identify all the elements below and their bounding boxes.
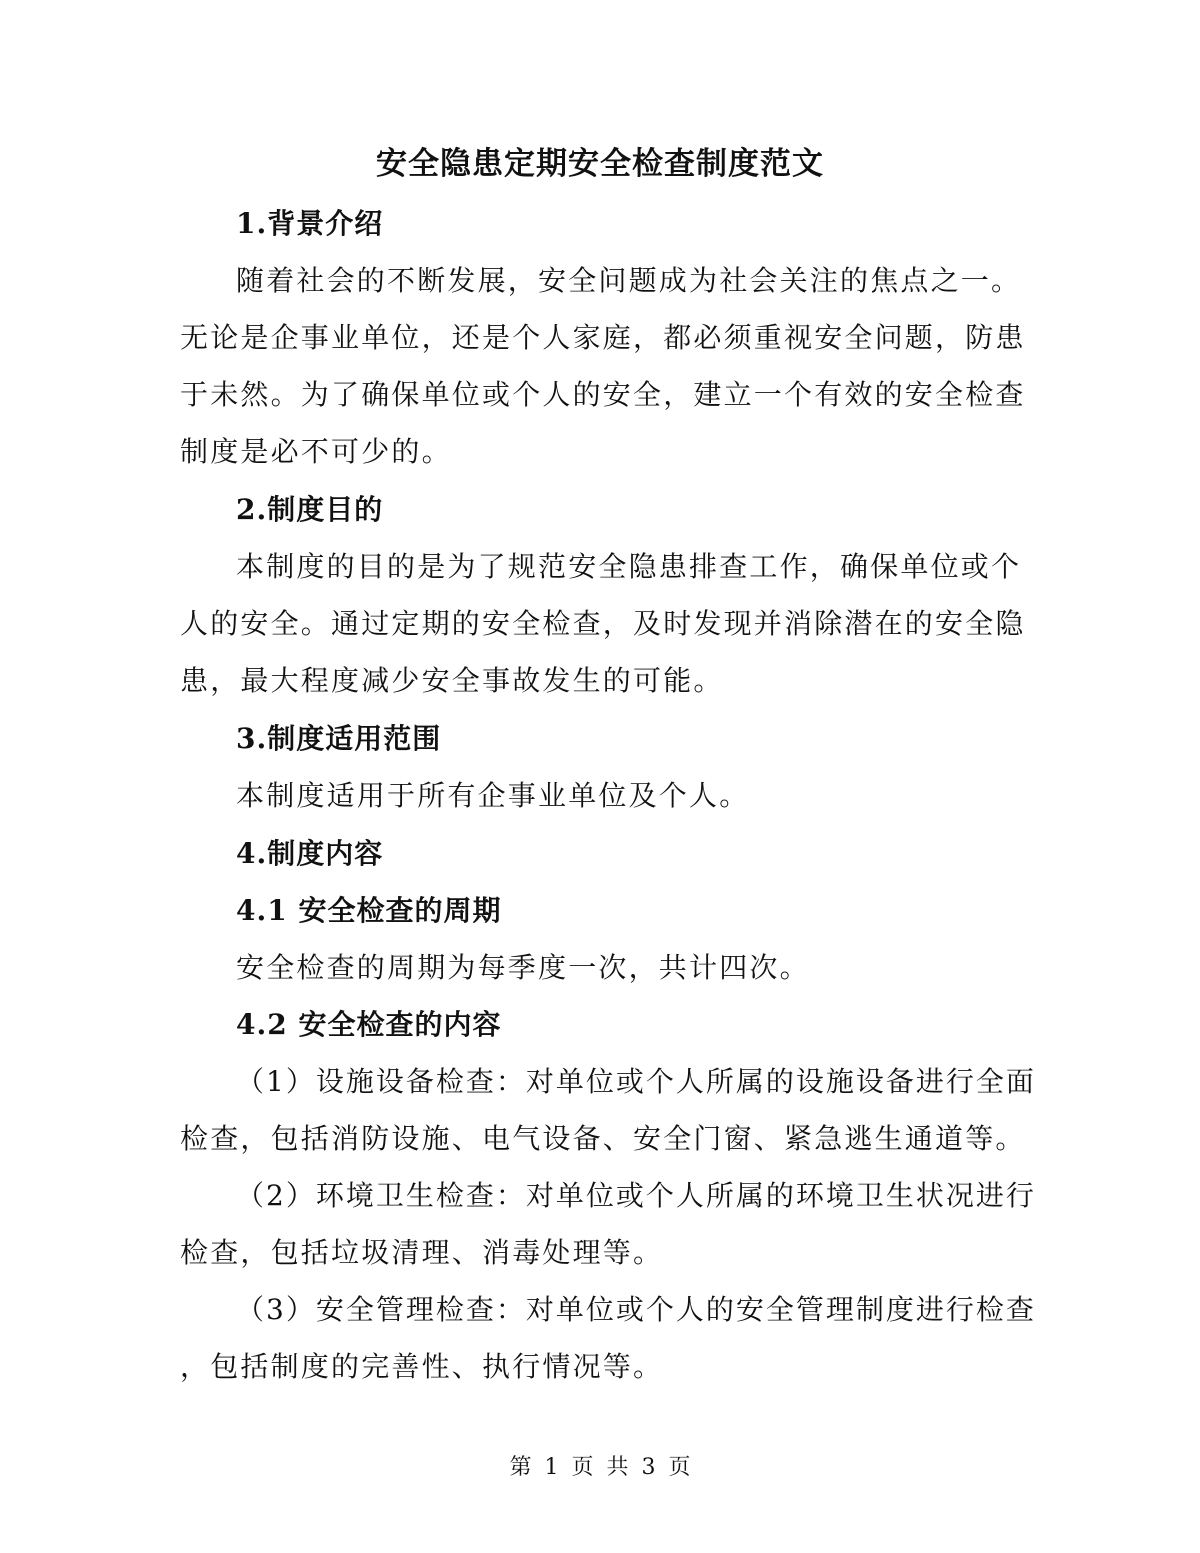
paragraph-line: 安全检查的周期为每季度一次，共计四次。 xyxy=(236,951,810,984)
section-heading-content: 4.制度内容 xyxy=(236,837,384,870)
list-item-line: ，包括制度的完善性、执行情况等。 xyxy=(180,1350,664,1383)
subsection-heading-cycle: 4.1 安全检查的周期 xyxy=(236,894,502,927)
section-heading-background: 1.背景介绍 xyxy=(236,207,384,240)
section-heading-scope: 3.制度适用范围 xyxy=(236,722,442,755)
list-item-line: （3）安全管理检查：对单位或个人的安全管理制度进行检查 xyxy=(236,1293,1036,1326)
list-item-line: 检查，包括垃圾清理、消毒处理等。 xyxy=(180,1236,664,1269)
paragraph-line: 无论是企事业单位，还是个人家庭，都必须重视安全问题，防患 xyxy=(180,321,1026,354)
paragraph-line: 患，最大程度减少安全事故发生的可能。 xyxy=(180,664,724,697)
list-item-line: （2）环境卫生检查：对单位或个人所属的环境卫生状况进行 xyxy=(236,1179,1036,1212)
subsection-heading-inspection-content: 4.2 安全检查的内容 xyxy=(236,1008,502,1041)
document-title: 安全隐患定期安全检查制度范文 xyxy=(376,146,824,182)
section-heading-purpose: 2.制度目的 xyxy=(236,493,384,526)
list-item-line: （1）设施设备检查：对单位或个人所属的设施设备进行全面 xyxy=(236,1065,1036,1098)
paragraph-line: 人的安全。通过定期的安全检查，及时发现并消除潜在的安全隐 xyxy=(180,607,1026,640)
paragraph-line: 制度是必不可少的。 xyxy=(180,435,452,468)
page-number-footer: 第 1 页 共 3 页 xyxy=(509,1455,691,1480)
paragraph-line: 于未然。为了确保单位或个人的安全，建立一个有效的安全检查 xyxy=(180,378,1026,411)
paragraph-line: 随着社会的不断发展，安全问题成为社会关注的焦点之一。 xyxy=(236,264,1022,297)
paragraph-line: 本制度的目的是为了规范安全隐患排查工作，确保单位或个 xyxy=(236,550,1022,583)
list-item-line: 检查，包括消防设施、电气设备、安全门窗、紧急逃生通道等。 xyxy=(180,1122,1026,1155)
paragraph-line: 本制度适用于所有企事业单位及个人。 xyxy=(236,779,750,812)
